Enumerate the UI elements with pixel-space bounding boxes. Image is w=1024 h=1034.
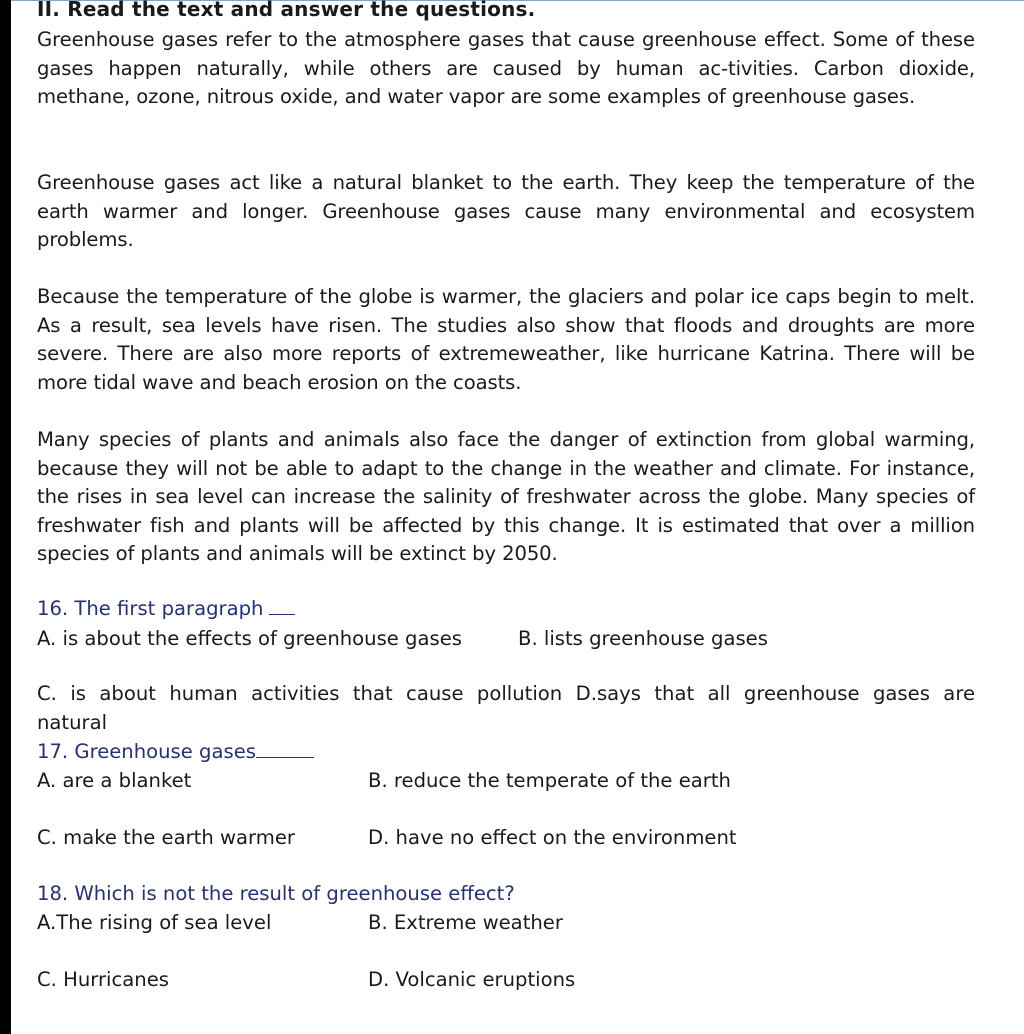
q16-option-b: B. lists greenhouse gases [518,627,768,650]
q17-option-d: D. have no effect on the environment [368,826,737,849]
question-18-stem: 18. Which is not the result of greenhouse effect? [37,882,515,905]
section-heading: II. Read the text and answer the questions. [37,0,536,21]
paragraph-4: Many species of plants and animals also face the danger of extinction from global warming, because they will not be able to adapt to the change in the weather and climate. For instance, the rises in sea level can increase the salinity of freshwater across the globe. Many species of freshwater fish and plants will be affected by this change. It is estimated that over a million species of plants and animals will be extinct by 2050. [37,428,975,566]
left-edge-bar [0,0,11,1034]
q18-option-d: D. Volcanic eruptions [368,968,576,991]
question-16-text: 16. The first paragraph [37,597,264,620]
question-16-stem [37,597,295,620]
q18-option-a: A.The rising of sea level [37,911,272,934]
answer-blank [256,743,314,758]
q17-option-a: A. are a blanket [37,769,192,792]
q18-option-c: C. Hurricanes [37,968,169,991]
paragraph-3: Because the temperature of the globe is warmer, the glaciers and polar ice caps begin to melt. As a result, sea levels have risen. The studies also show that floods and droughts are more severe. There are also more reports of extremeweather, like hurricane Katrina. There will be more tidal wave and beach erosion on the coasts. [37,285,975,394]
q16-option-c: C. is about human activities that cause pollution [37,682,563,705]
q16-option-a: A. is about the effects of greenhouse gases [37,627,462,650]
paragraph-1: Greenhouse gases refer to the atmosphere gases that cause greenhouse effect. Some of these gases happen naturally, while others are caused by human ac-tivities. Carbon dioxide, methane, ozone, nitrous oxide, and water vapor are some examples of greenhouse gases. [37,28,975,109]
question-17-text: 17. Greenhouse gases [37,740,256,763]
q16-option-d-continued: natural [37,711,108,734]
q17-option-c: C. make the earth warmer [37,826,295,849]
question-17-stem [37,740,314,763]
paragraph-2: Greenhouse gases act like a natural blanket to the earth. They keep the temperature of the earth warmer and longer. Greenhouse gases cause many environmental and ecosystem problems. [37,171,975,252]
q16-option-d: D.says that all greenhouse gases are [575,682,975,705]
q16-options-cd [37,682,975,705]
answer-blank [269,600,295,615]
q18-option-b: B. Extreme weather [368,911,563,934]
q17-option-b: B. reduce the temperate of the earth [368,769,731,792]
